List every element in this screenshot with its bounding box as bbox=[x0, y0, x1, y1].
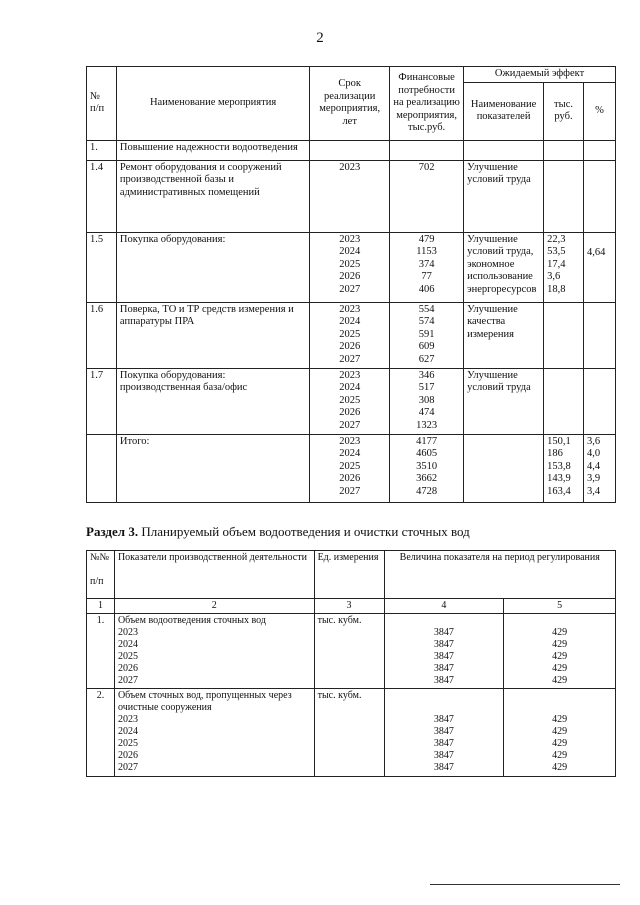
cell-line: 1153 bbox=[416, 246, 437, 257]
cell-line: 143,9 bbox=[547, 473, 571, 484]
header-finance: Финансовые потребности на реализацию мероприятия, тыс.руб. bbox=[390, 67, 464, 141]
row-num: 1.4 bbox=[87, 160, 117, 232]
cell-line: 474 bbox=[418, 407, 435, 418]
cell-line: 3,9 bbox=[586, 473, 601, 484]
row-name: Объем сточных вод, пропущенных через очистные сооружения bbox=[117, 690, 292, 713]
cell-line: 3662 bbox=[416, 473, 438, 484]
total-row bbox=[87, 434, 616, 502]
cell-line: 429 bbox=[552, 651, 568, 662]
cell-line: 3,6 bbox=[547, 271, 561, 282]
cell-line: 429 bbox=[552, 663, 568, 674]
cell-line: 554 bbox=[418, 303, 435, 315]
cell-line: 2027 bbox=[117, 675, 138, 686]
total-thousand bbox=[544, 434, 584, 502]
cell-line: 3847 bbox=[433, 738, 454, 749]
row-name: Объем водоотведения сточных вод bbox=[117, 615, 266, 626]
section-name: Повышение надежности водоотведения bbox=[116, 140, 309, 160]
cell-line: 2025 bbox=[339, 460, 361, 472]
section-label: Раздел 3. bbox=[86, 524, 139, 539]
cell-line: 4605 bbox=[416, 448, 438, 459]
cell-line: 2023 bbox=[339, 435, 361, 447]
header-thousand: тыс. руб. bbox=[544, 82, 584, 140]
total-finance bbox=[390, 434, 464, 502]
cell-line: 3510 bbox=[416, 460, 438, 472]
cell-line: 2025 bbox=[339, 328, 361, 340]
cell-line: 3847 bbox=[433, 627, 454, 638]
row-percent bbox=[583, 160, 615, 232]
row-name: Ремонт оборудования и сооружений производственной базы и административных помещений bbox=[116, 160, 309, 232]
cell-line: 2023 bbox=[117, 714, 138, 725]
cell-line: 406 bbox=[418, 283, 435, 295]
row-name: Покупка оборудования: производственная база/офис bbox=[116, 368, 309, 434]
header-value: Величина показателя на период регулирования bbox=[384, 551, 615, 599]
row-years bbox=[310, 232, 390, 302]
row-thousand bbox=[544, 302, 584, 368]
cell-line: 2025 bbox=[339, 394, 361, 406]
cell-line: 2023 bbox=[339, 233, 361, 245]
col-number: 4 bbox=[384, 599, 504, 614]
header-num: № п/п bbox=[87, 67, 117, 141]
cell-line: 1323 bbox=[416, 419, 438, 431]
cell-line: 4,4 bbox=[586, 460, 601, 472]
table-row bbox=[87, 614, 616, 689]
cell-line: 2024 bbox=[117, 639, 138, 650]
cell-line: 2026 bbox=[339, 271, 361, 282]
cell-line: 2025 bbox=[117, 651, 138, 662]
cell-line: 429 bbox=[552, 639, 568, 650]
cell-line: 2023 bbox=[339, 161, 361, 173]
row-finance bbox=[390, 232, 464, 302]
cell-line: 2027 bbox=[339, 353, 361, 365]
header-row bbox=[87, 551, 616, 599]
table-row bbox=[87, 689, 616, 777]
cell-line: 2023 bbox=[339, 369, 361, 381]
cell-line: 2027 bbox=[339, 419, 361, 431]
section-row bbox=[87, 140, 616, 160]
header-num: №№ п/п bbox=[87, 551, 115, 599]
row-thousand bbox=[544, 160, 584, 232]
cell-line: 591 bbox=[418, 328, 435, 340]
cell-line: 429 bbox=[552, 750, 568, 761]
cell-line: 429 bbox=[552, 627, 568, 638]
col-number: 5 bbox=[504, 599, 616, 614]
cell-line: 4177 bbox=[416, 435, 438, 447]
row-percent bbox=[583, 302, 615, 368]
section-num: 1. bbox=[87, 140, 117, 160]
cell-line: 2025 bbox=[339, 258, 361, 270]
row-percent bbox=[583, 368, 615, 434]
row-name-cell bbox=[114, 689, 314, 777]
row-indicator: Улучшение качества измерения bbox=[464, 302, 544, 368]
col-number: 1 bbox=[87, 599, 115, 614]
row-col5 bbox=[504, 689, 616, 777]
cell-line: 429 bbox=[552, 714, 568, 725]
row-finance bbox=[390, 160, 464, 232]
cell-line: 150,1 bbox=[547, 435, 571, 447]
row-num: 1.6 bbox=[87, 302, 117, 368]
row-thousand bbox=[544, 232, 584, 302]
cell-line: 2025 bbox=[117, 738, 138, 749]
cell-line: 429 bbox=[552, 762, 568, 773]
cell-line: 2023 bbox=[339, 303, 361, 315]
row-percent: 4,64 bbox=[583, 232, 615, 302]
cell-line: 153,8 bbox=[547, 460, 571, 472]
table-row bbox=[87, 302, 616, 368]
header-term: Срок реализации мероприятия, лет bbox=[310, 67, 390, 141]
cell-line: 2026 bbox=[339, 407, 361, 418]
events-table bbox=[86, 66, 616, 503]
page-edge-line bbox=[430, 884, 620, 885]
row-num: 1. bbox=[87, 614, 115, 689]
col-number: 2 bbox=[114, 599, 314, 614]
cell-line: 163,4 bbox=[547, 485, 571, 497]
cell-line: 2026 bbox=[339, 341, 361, 352]
cell-line: 2026 bbox=[339, 473, 361, 484]
row-num: 1.7 bbox=[87, 368, 117, 434]
cell-line: 308 bbox=[418, 394, 435, 406]
cell-line: 702 bbox=[418, 161, 435, 173]
cell-line: 3847 bbox=[433, 750, 454, 761]
cell-line: 627 bbox=[418, 353, 435, 365]
row-years bbox=[310, 160, 390, 232]
cell-line: 18,8 bbox=[547, 283, 566, 295]
cell-line: 517 bbox=[418, 382, 435, 393]
header-indicator: Наименование показателей bbox=[464, 82, 544, 140]
header-percent: % bbox=[583, 82, 615, 140]
cell-line: 2024 bbox=[339, 316, 361, 327]
table-row bbox=[87, 232, 616, 302]
cell-line: 2026 bbox=[117, 750, 138, 761]
volume-table bbox=[86, 550, 616, 777]
cell-line: 2027 bbox=[117, 762, 138, 773]
row-unit: тыс. кубм. bbox=[314, 614, 384, 689]
cell-line: 3847 bbox=[433, 726, 454, 737]
cell-line: 479 bbox=[418, 233, 435, 245]
cell-line: 3847 bbox=[433, 762, 454, 773]
cell-line: 2027 bbox=[339, 283, 361, 295]
table-row bbox=[87, 368, 616, 434]
row-finance bbox=[390, 368, 464, 434]
cell-line: 2027 bbox=[339, 485, 361, 497]
row-years bbox=[118, 627, 311, 687]
row-name: Покупка оборудования: bbox=[116, 232, 309, 302]
cell-line: 429 bbox=[552, 738, 568, 749]
table-row bbox=[87, 160, 616, 232]
cell-line: 3847 bbox=[433, 714, 454, 725]
cell-line: 22,3 bbox=[547, 233, 566, 245]
header-name: Наименование мероприятия bbox=[116, 67, 309, 141]
cell-line: 609 bbox=[418, 341, 435, 352]
cell-line: 77 bbox=[421, 271, 432, 282]
page-number: 2 bbox=[316, 30, 324, 46]
total-percent bbox=[583, 434, 615, 502]
cell-line: 346 bbox=[418, 369, 435, 381]
cell-line: 2026 bbox=[117, 663, 138, 674]
cell-line: 574 bbox=[418, 316, 435, 327]
row-unit: тыс. кубм. bbox=[314, 689, 384, 777]
cell-line: 53,5 bbox=[547, 246, 566, 257]
section-heading bbox=[86, 524, 470, 540]
header-indicator: Показатели производственной деятельности bbox=[114, 551, 314, 599]
row-name: Поверка, ТО и ТР средств измерения и аппаратуры ПРА bbox=[116, 302, 309, 368]
row-num: 2. bbox=[87, 689, 115, 777]
row-num: 1.5 bbox=[87, 232, 117, 302]
row-name-cell bbox=[114, 614, 314, 689]
cell-line: 429 bbox=[552, 726, 568, 737]
cell-line: 2023 bbox=[117, 627, 138, 638]
row-years bbox=[118, 714, 311, 774]
col-number: 3 bbox=[314, 599, 384, 614]
cell-line: 429 bbox=[552, 675, 568, 686]
header-row bbox=[87, 67, 616, 83]
row-indicator: Улучшение условий труда bbox=[464, 368, 544, 434]
row-indicator: Улучшение условий труда, экономное использование энергоресурсов bbox=[464, 232, 544, 302]
cell-line: 2024 bbox=[339, 382, 361, 393]
cell-line: 3847 bbox=[433, 663, 454, 674]
row-col4 bbox=[384, 614, 504, 689]
cell-line: 186 bbox=[547, 448, 563, 459]
cell-line: 374 bbox=[418, 258, 435, 270]
row-finance bbox=[390, 302, 464, 368]
row-years bbox=[310, 302, 390, 368]
row-col5 bbox=[504, 614, 616, 689]
cell-line: 2024 bbox=[339, 448, 361, 459]
cell-line: 3,4 bbox=[586, 485, 601, 497]
cell-line: 2024 bbox=[117, 726, 138, 737]
row-indicator: Улучшение условий труда bbox=[464, 160, 544, 232]
row-thousand bbox=[544, 368, 584, 434]
header-effect: Ожидаемый эффект bbox=[464, 67, 616, 83]
row-years bbox=[310, 368, 390, 434]
cell-line: 2024 bbox=[339, 246, 361, 257]
row-col4 bbox=[384, 689, 504, 777]
column-number-row bbox=[87, 599, 616, 614]
cell-line: 4,0 bbox=[586, 448, 601, 459]
cell-line: 4728 bbox=[416, 485, 438, 497]
cell-line: 3847 bbox=[433, 651, 454, 662]
cell-line: 3,6 bbox=[586, 435, 601, 447]
section-title-text: Планируемый объем водоотведения и очистки сточных вод bbox=[141, 524, 470, 539]
header-unit: Ед. измерения bbox=[314, 551, 384, 599]
cell-line: 3847 bbox=[433, 639, 454, 650]
cell-line: 17,4 bbox=[547, 258, 566, 270]
total-label: Итого: bbox=[116, 434, 309, 502]
total-years bbox=[310, 434, 390, 502]
cell-line: 3847 bbox=[433, 675, 454, 686]
